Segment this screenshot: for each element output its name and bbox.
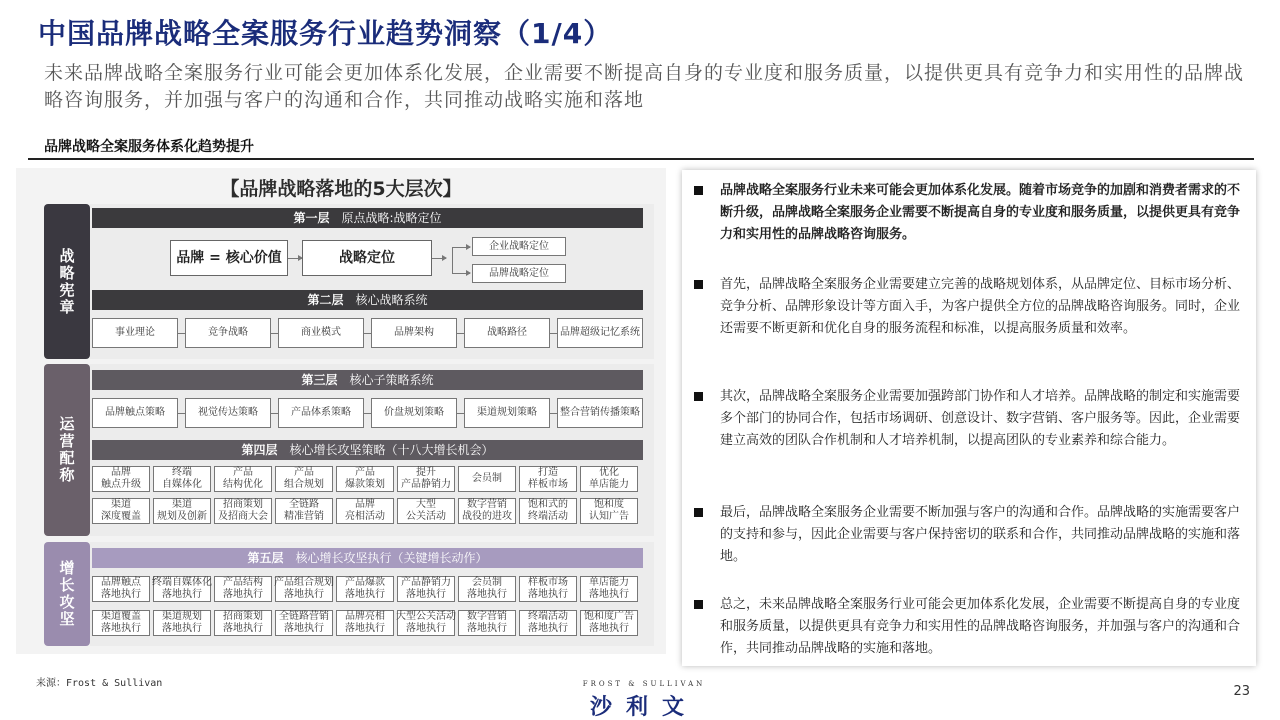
bullet-panel bbox=[682, 170, 1256, 666]
bullet-square-icon bbox=[694, 280, 703, 289]
growth-box: 数字营销 战役的进攻 bbox=[458, 498, 516, 524]
growth-box: 品牌 触点升级 bbox=[92, 466, 150, 492]
execution-box: 数字营销 落地执行 bbox=[458, 610, 516, 636]
growth-box: 饱和式的 终端活动 bbox=[519, 498, 577, 524]
bullet-square-icon bbox=[694, 508, 703, 517]
growth-box: 全链路 精准营销 bbox=[275, 498, 333, 524]
execution-box: 产品组合规划 落地执行 bbox=[274, 577, 334, 600]
layer-3-bar: 第三层 核心子策略系统 bbox=[92, 370, 643, 390]
execution-box: 会员制 落地执行 bbox=[458, 576, 516, 602]
execution-box: 产品爆款 落地执行 bbox=[336, 576, 394, 602]
layer-1-bar: 第一层 原点战略:战略定位 bbox=[92, 208, 643, 228]
growth-box: 产品 爆款策划 bbox=[336, 466, 394, 492]
five-layer-diagram bbox=[16, 168, 666, 654]
diagram-title: 【品牌战略落地的5大层次】 bbox=[220, 178, 462, 200]
execution-box: 样板市场 落地执行 bbox=[519, 576, 577, 602]
growth-box: 渠道 深度覆盖 bbox=[92, 498, 150, 524]
execution-box: 渠道覆盖 落地执行 bbox=[92, 610, 150, 636]
execution-box: 终端活动 落地执行 bbox=[519, 610, 577, 636]
row3-box: 产品体系策略 bbox=[278, 398, 364, 428]
bullet-item: 首先，品牌战略全案服务企业需要建立完善的战略规划体系，从品牌定位、目标市场分析、竞争分析、品牌形象设计等方面入手，为客户提供全方位的品牌战略咨询服务。同时，企业还需要不断更新和优化自身的服务流程和标准，以提高服务质量和效率。 bbox=[688, 274, 1248, 340]
growth-box: 产品 组合规划 bbox=[275, 466, 333, 492]
core-value-box: 品牌 = 核心价值 bbox=[170, 240, 288, 276]
band-strategy-charter: 战略宪章 bbox=[44, 204, 90, 359]
row3-box: 价盘规划策略 bbox=[371, 398, 457, 428]
row2-box: 品牌架构 bbox=[371, 318, 457, 348]
execution-box: 品牌触点 落地执行 bbox=[92, 576, 150, 602]
row3-box: 视觉传达策略 bbox=[185, 398, 271, 428]
growth-box: 优化 单店能力 bbox=[580, 466, 638, 492]
band-growth-attack: 增长攻坚 bbox=[44, 542, 90, 646]
row2-box: 商业模式 bbox=[278, 318, 364, 348]
panel-strategy-charter bbox=[90, 204, 654, 359]
growth-box: 产品 结构优化 bbox=[214, 466, 272, 492]
growth-box: 招商策划 及招商大会 bbox=[214, 498, 272, 524]
execution-box: 大型公关活动 落地执行 bbox=[396, 611, 456, 634]
arrow bbox=[452, 247, 470, 248]
arrow bbox=[432, 258, 446, 259]
layer-2-bar: 第二层 核心战略系统 bbox=[92, 290, 643, 310]
panel-operation-fit bbox=[90, 364, 654, 536]
execution-box: 终端自媒体化 落地执行 bbox=[152, 577, 212, 600]
row2-box: 战略路径 bbox=[464, 318, 550, 348]
row3-box: 品牌触点策略 bbox=[92, 398, 178, 428]
band-operation-fit: 运营配称 bbox=[44, 364, 90, 536]
section-divider bbox=[28, 158, 1254, 160]
execution-box: 全链路营销 落地执行 bbox=[275, 610, 333, 636]
growth-box: 提升 产品静销力 bbox=[397, 466, 455, 492]
row2-box: 品牌超级记忆系统 bbox=[557, 318, 643, 348]
growth-box: 大型 公关活动 bbox=[397, 498, 455, 524]
execution-box: 品牌亮相 落地执行 bbox=[336, 610, 394, 636]
row3-box: 渠道规划策略 bbox=[464, 398, 550, 428]
execution-box: 招商策划 落地执行 bbox=[214, 610, 272, 636]
strategy-positioning-box: 战略定位 bbox=[302, 240, 432, 276]
page-number: 23 bbox=[1233, 684, 1250, 699]
layer-5-bar: 第五层 核心增长攻坚执行（关键增长动作） bbox=[92, 548, 643, 568]
bullet-item: 总之，未来品牌战略全案服务行业可能会更加体系化发展，企业需要不断提高自身的专业度和服务质量，以提供更具有竞争力和实用性的品牌战略咨询服务，并加强与客户的沟通和合作，共同推动品牌战略的实施和落地。 bbox=[688, 594, 1248, 660]
row3-box: 整合营销传播策略 bbox=[557, 398, 643, 428]
growth-box: 会员制 bbox=[458, 466, 516, 492]
growth-box: 品牌 亮相活动 bbox=[336, 498, 394, 524]
logo-wordmark: FROST & SULLIVAN bbox=[582, 680, 706, 688]
source-note: 来源：Frost & Sullivan bbox=[36, 678, 163, 689]
execution-box: 渠道规划 落地执行 bbox=[153, 610, 211, 636]
corporate-positioning-box: 企业战略定位 bbox=[472, 237, 566, 256]
section-heading: 品牌战略全案服务体系化趋势提升 bbox=[44, 139, 254, 155]
execution-box: 产品结构 落地执行 bbox=[214, 576, 272, 602]
brand-positioning-box: 品牌战略定位 bbox=[472, 264, 566, 283]
growth-box: 终端 自媒体化 bbox=[153, 466, 211, 492]
row2-box: 竞争战略 bbox=[185, 318, 271, 348]
panel-growth-attack bbox=[90, 542, 654, 646]
row2-box: 事业理论 bbox=[92, 318, 178, 348]
layer-4-bar: 第四层 核心增长攻坚策略（十八大增长机会） bbox=[92, 440, 643, 460]
growth-box: 饱和度 认知广告 bbox=[580, 498, 638, 524]
bullet-square-icon bbox=[694, 392, 703, 401]
arrow bbox=[452, 273, 470, 274]
bullet-item: 其次，品牌战略全案服务企业需要加强跨部门协作和人才培养。品牌战略的制定和实施需要多个部门的协同合作，包括市场调研、创意设计、数字营销、客户服务等。因此，企业需要建立高效的团队合作机制和人才培养机制，以提高团队的专业素养和综合能力。 bbox=[688, 386, 1248, 452]
logo-chinese: 沙利文 bbox=[589, 695, 698, 720]
bullet-square-icon bbox=[694, 600, 703, 609]
execution-box: 饱和度广告 落地执行 bbox=[580, 610, 638, 636]
growth-box: 打造 样板市场 bbox=[519, 466, 577, 492]
bullet-item: 最后，品牌战略全案服务企业需要不断加强与客户的沟通和合作。品牌战略的实施需要客户的支持和参与，因此企业需要与客户保持密切的联系和合作，共同推动品牌战略的实施和落地。 bbox=[688, 502, 1248, 568]
execution-box: 单店能力 落地执行 bbox=[580, 576, 638, 602]
bullet-item: 品牌战略全案服务行业未来可能会更加体系化发展。随着市场竞争的加剧和消费者需求的不断升级，品牌战略全案服务企业需要不断提高自身的专业度和服务质量，以提供更具有竞争力和实用性的品牌战略咨询服务。 bbox=[688, 180, 1248, 246]
bullet-square-icon bbox=[694, 186, 703, 195]
page-subtitle: 未来品牌战略全案服务行业可能会更加体系化发展，企业需要不断提高自身的专业度和服务质量，以提供更具有竞争力和实用性的品牌战略咨询服务，并加强与客户的沟通和合作，共同推动战略实施和落地 bbox=[44, 62, 1245, 111]
arrow bbox=[288, 258, 302, 259]
execution-box: 产品静销力 落地执行 bbox=[397, 576, 455, 602]
growth-box: 渠道 规划及创新 bbox=[153, 498, 211, 524]
connector-line bbox=[452, 247, 453, 273]
page-title: 中国品牌战略全案服务行业趋势洞察（1/4） bbox=[38, 17, 613, 50]
